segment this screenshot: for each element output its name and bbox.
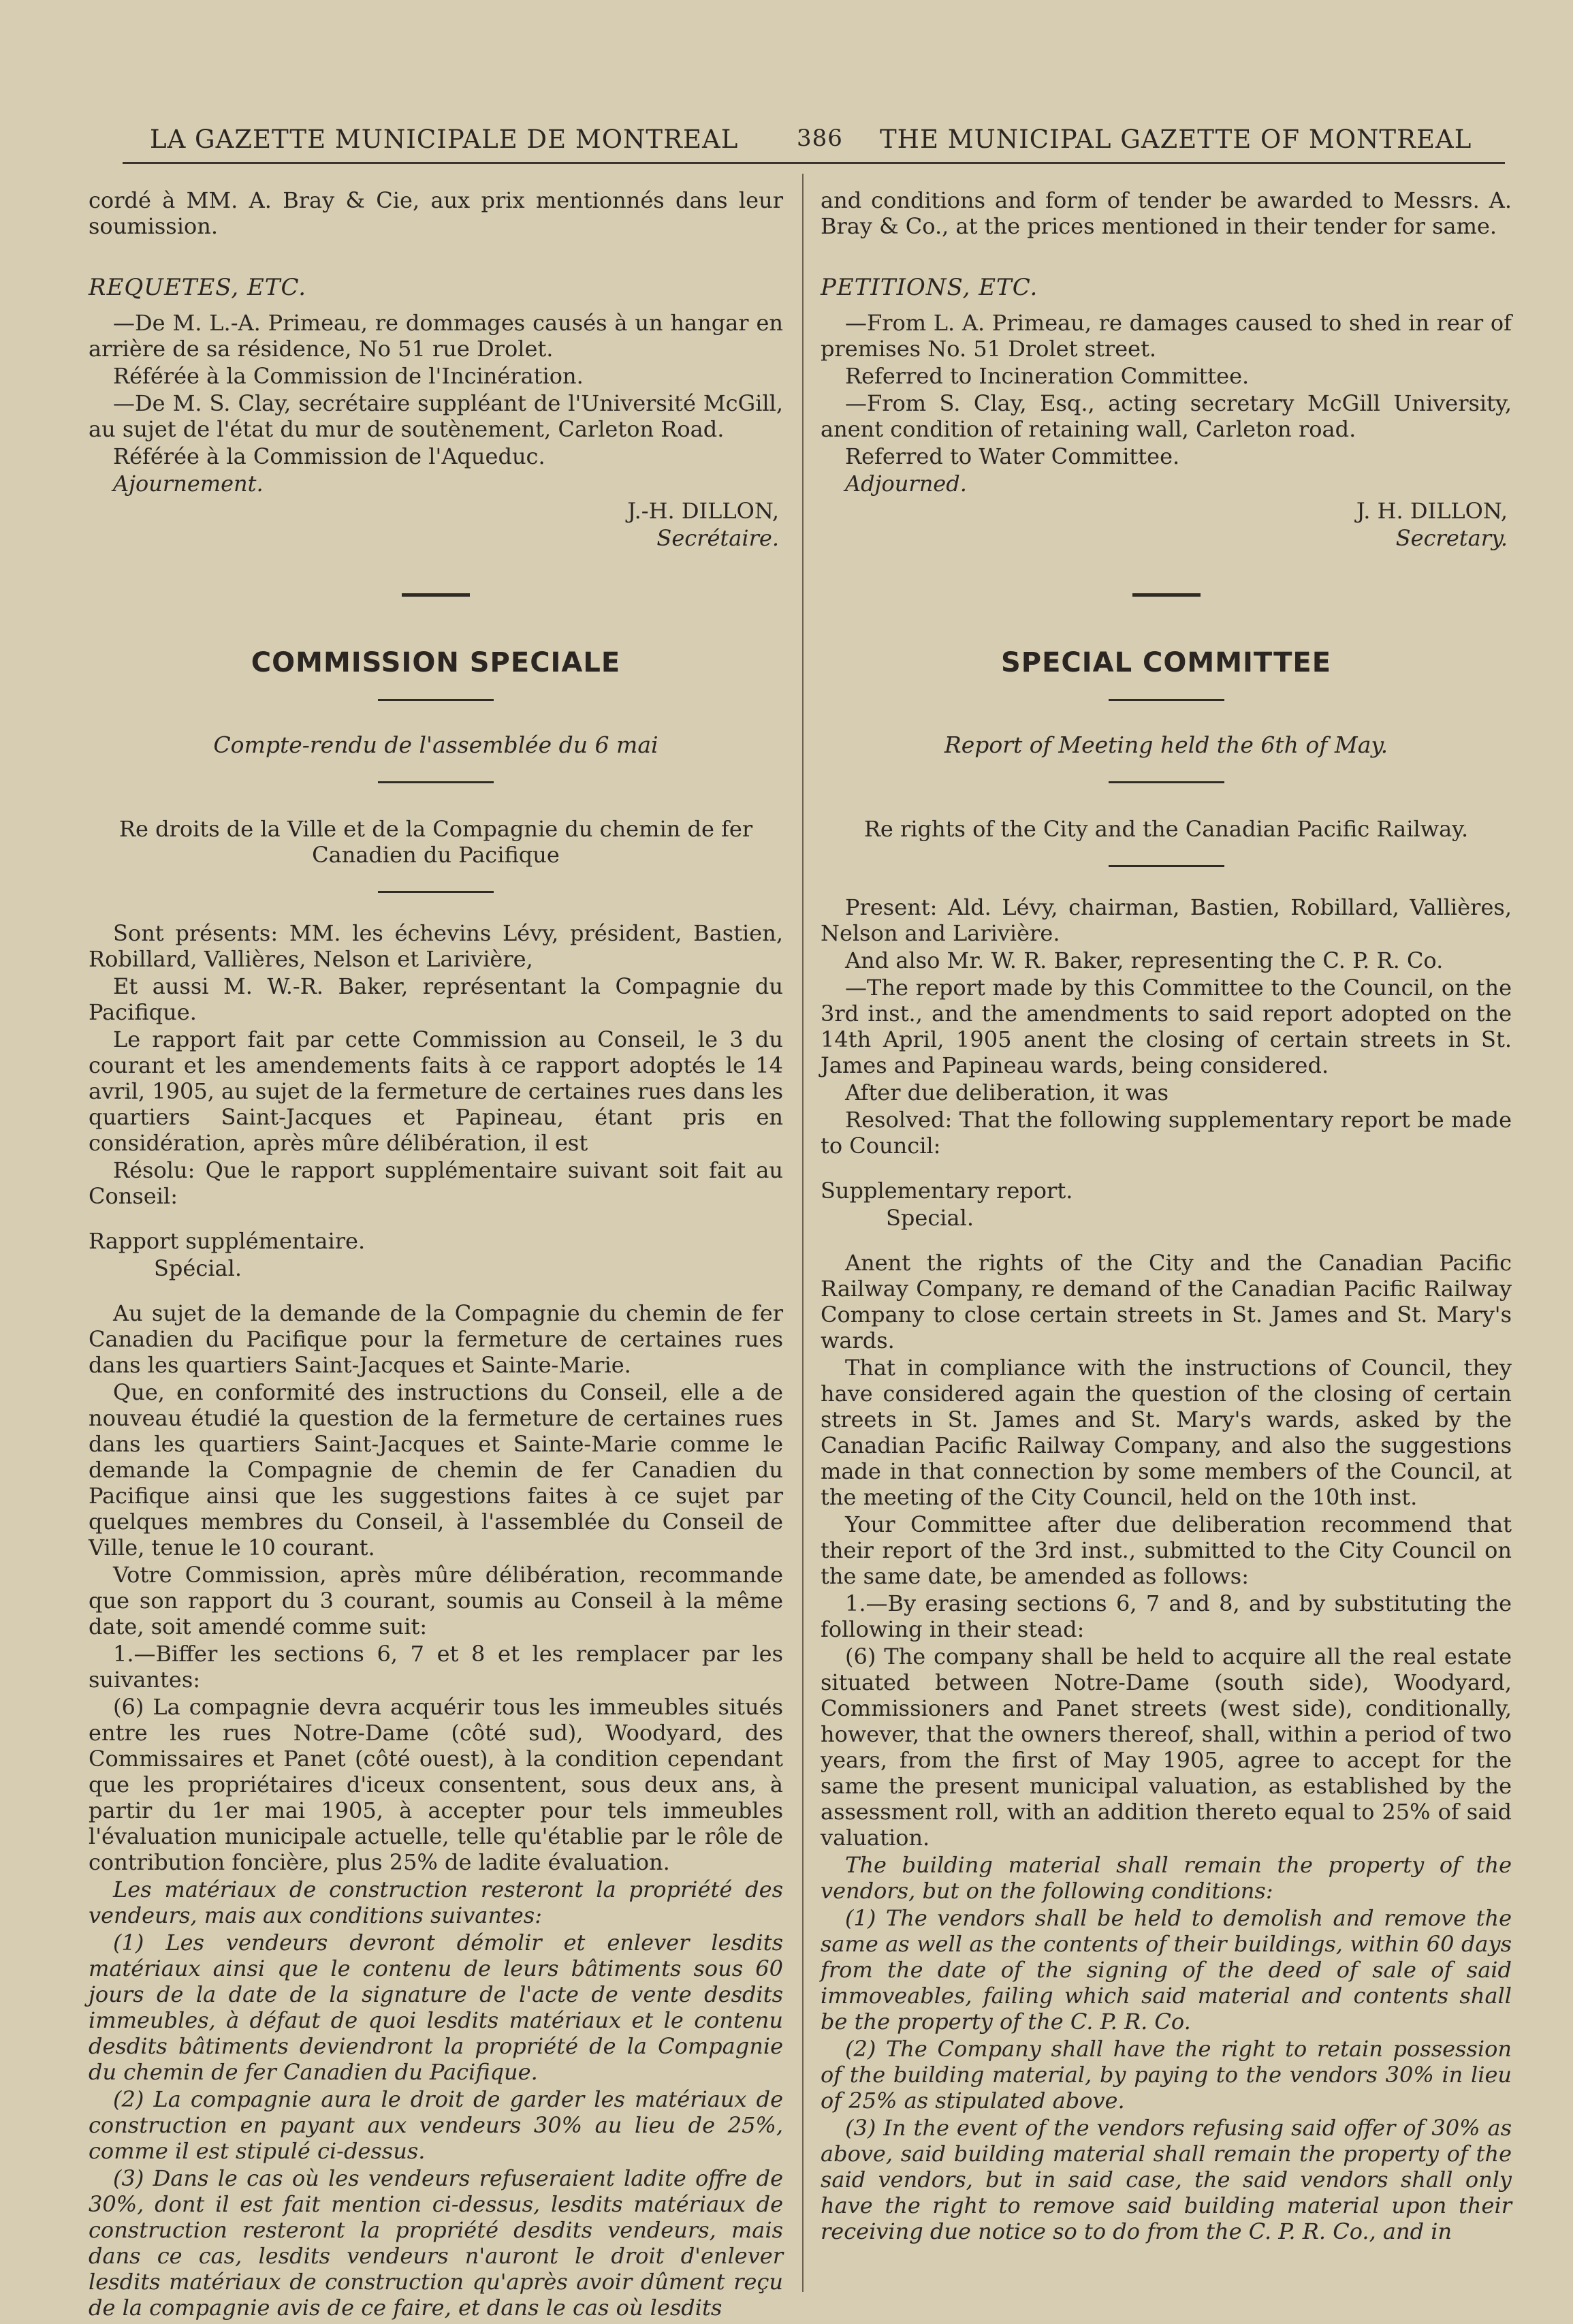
subject-line: Re droits de la Ville et de la Compagnie du chemin de fer Canadien du Pacifique [118, 816, 753, 868]
section-subtitle: Compte-rendu de l'assemblée du 6 mai [213, 732, 658, 758]
paragraph: —From S. Clay, Esq., acting secretary McGill University, anent condition of retaining wall, Carleton road. [821, 390, 1512, 442]
paragraph: Referred to Incineration Committee. [845, 363, 1250, 389]
section-heading-requetes: REQUETES, ETC. [89, 274, 307, 301]
section-title: COMMISSION SPECIALE [251, 647, 621, 678]
divider [1132, 593, 1201, 597]
paragraph: Référée à la Commission de l'Incinération. [113, 363, 584, 389]
paragraph: Que, en conformité des instructions du Conseil, elle a de nouveau étudié la question de la fermeture de certaines rues dans les quartiers Saint-Jacques et Sainte-Marie comme le demande la Compagnie de chemin de fer Canadien du Pacifique ainsi que les suggestions faites à ce sujet par quelques membres du Conseil, à l'assemblée du Conseil de Ville, tenue le 10 courant. [89, 1379, 783, 1560]
paragraph: Au sujet de la demande de la Compagnie du chemin de fer Canadien du Pacifique pour la fermeture de certaines rues dans les quartiers Saint-Jacques et Sainte-Marie. [89, 1300, 783, 1378]
paragraph: (2) The Company shall have the right to retain possession of the building material, by paying to the vendors 30% in lieu of 25% as stipulated above. [821, 2036, 1512, 2114]
signature-name: J. H. DILLON, [1356, 498, 1508, 524]
paragraph: and conditions and form of tender be awarded to Messrs. A. Bray & Co., at the prices mentioned in their tender for same. [821, 187, 1512, 239]
section-heading-petitions: PETITIONS, ETC. [821, 274, 1038, 301]
paragraph: Référée à la Commission de l'Aqueduc. [113, 443, 545, 469]
paragraph: cordé à MM. A. Bray & Cie, aux prix mentionnés dans leur soumission. [89, 187, 783, 239]
divider [1109, 699, 1224, 701]
signature-title: Secrétaire. [656, 525, 779, 551]
paragraph: Resolved: That the following supplementary report be made to Council: [821, 1107, 1512, 1159]
column-divider [802, 174, 804, 2292]
divider [378, 699, 494, 701]
paragraph: That in compliance with the instructions of Council, they have considered again the question of the closing of certain streets in St. James and St. Mary's wards, asked by the Canadian Pacific Railway Company, and also the suggestions made in that connection by some members of the Council, at the meeting of the City Council, held on the 10th inst. [821, 1355, 1512, 1510]
header-french-title: LA GAZETTE MUNICIPALE DE MONTREAL [150, 125, 739, 154]
paragraph: (1) Les vendeurs devront démolir et enlever lesdits matériaux ainsi que le contenu de leurs bâtiments sous 60 jours de la date de la signature de l'acte de vente desdits immeubles, à défaut de quoi lesdits matériaux et le contenu desdits bâtiments deviendront la propriété de la Compagnie du chemin de fer Canadien du Pacifique. [89, 1930, 783, 2085]
section-title: SPECIAL COMMITTEE [1000, 647, 1332, 678]
report-label: Rapport supplémentaire. [89, 1228, 366, 1254]
signature-title: Secretary. [1395, 525, 1508, 551]
paragraph: The building material shall remain the property of the vendors, but on the following conditions: [821, 1852, 1512, 1904]
divider [1109, 781, 1224, 783]
divider [402, 593, 470, 597]
paragraph: Your Committee after due deliberation recommend that their report of the 3rd inst., submitted to the City Council on the same date, be amended as follows: [821, 1511, 1512, 1589]
paragraph: Le rapport fait par cette Commission au Conseil, le 3 du courant et les amendements faits à ce rapport adoptés le 14 avril, 1905, au sujet de la fermeture de certaines rues dans les quartiers Saint-Jacques et Papineau, étant pris en considération, après mûre délibération, il est [89, 1026, 783, 1156]
paragraph: And also Mr. W. R. Baker, representing the C. P. R. Co. [845, 947, 1444, 973]
subject-line: Re rights of the City and the Canadian Pacific Railway. [863, 816, 1469, 842]
paragraph: —De M. S. Clay, secrétaire suppléant de l'Université McGill, au sujet de l'état du mur de soutènement, Carleton Road. [89, 390, 783, 442]
paragraph: Present: Ald. Lévy, chairman, Bastien, Robillard, Vallières, Nelson and Larivière. [821, 894, 1512, 946]
paragraph: Et aussi M. W.-R. Baker, représentant la Compagnie du Pacifique. [89, 973, 783, 1025]
french-column [89, 187, 783, 2322]
paragraph: (6) La compagnie devra acquérir tous les immeubles situés entre les rues Notre-Dame (côté sud), Woodyard, des Commissaires et Panet (côté ouest), à la condition cependant que les propriétaires d'iceux consentent, sous deux ans, à partir du 1er mai 1905, à accepter pour tels immeubles l'évaluation municipale actuelle, telle qu'établie par le rôle de contribution foncière, plus 25% de ladite évaluation. [89, 1694, 783, 1875]
paragraph: (3) In the event of the vendors refusing said offer of 30% as above, said building material shall remain the property of the said vendors, but in said case, the said vendors shall only have the right to remove said building material upon their receiving due notice so to do from the C. P. R. Co., and in [821, 2115, 1512, 2244]
paragraph: (6) The company shall be held to acquire all the real estate situated between Notre-Dame (south side), Woodyard, Commissioners and Panet streets (west side), conditionally, however, that the owners thereof, shall, within a period of two years, from the first of May 1905, agree to accept for the same the present municipal valuation, as established by the assessment roll, with an addition thereto equal to 25% of said valuation. [821, 1644, 1512, 1851]
paragraph: Referred to Water Committee. [845, 443, 1180, 469]
divider [378, 781, 494, 783]
report-label: Spécial. [154, 1255, 242, 1281]
paragraph: —The report made by this Committee to the Council, on the 3rd inst., and the amendments to said report adopted on the 14th April, 1905 anent the closing of certain streets in St. James and Papineau wards, being considered. [821, 975, 1512, 1078]
adjournment: Ajournement. [113, 471, 264, 497]
report-label: Special. [886, 1205, 974, 1231]
report-label: Supplementary report. [821, 1178, 1073, 1204]
paragraph: (1) The vendors shall be held to demolish and remove the same as well as the contents of their buildings, within 60 days from the date of the signing of the deed of sale of said immoveables, failing which said material and contents shall be the property of the C. P. R. Co. [821, 1905, 1512, 2035]
paragraph: 1.—Biffer les sections 6, 7 et 8 et les remplacer par les suivantes: [89, 1641, 783, 1693]
page-header [116, 125, 1478, 166]
paragraph: —De M. L.-A. Primeau, re dommages causés à un hangar en arrière de sa résidence, No 51 rue Drolet. [89, 310, 783, 362]
paragraph: 1.—By erasing sections 6, 7 and 8, and by substituting the following in their stead: [821, 1590, 1512, 1642]
paragraph: Sont présents: MM. les échevins Lévy, président, Bastien, Robillard, Vallières, Nelson et Larivière, [89, 920, 783, 972]
paragraph: Votre Commission, après mûre délibération, recommande que son rapport du 3 courant, soumis au Conseil à la même date, soit amendé comme suit: [89, 1562, 783, 1639]
signature-name: J.-H. DILLON, [627, 498, 779, 524]
paragraph: (2) La compagnie aura le droit de garder les matériaux de construction en payant aux vendeurs 30% au lieu de 25%, comme il est stipulé ci-dessus. [89, 2086, 783, 2164]
header-english-title: THE MUNICIPAL GAZETTE OF MONTREAL [880, 125, 1472, 154]
page-number: 386 [797, 125, 843, 152]
paragraph: —From L. A. Primeau, re damages caused to shed in rear of premises No. 51 Drolet street. [821, 310, 1512, 362]
paragraph: After due deliberation, it was [845, 1080, 1169, 1105]
paragraph: (3) Dans le cas où les vendeurs refuseraient ladite offre de 30%, dont il est fait mention ci-dessus, lesdits matériaux de construction resteront la propriété desdits vendeurs, mais dans ce cas, lesdits vendeurs n'auront le droit d'enlever lesdits matériaux de construction qu'après avoir dûment reçu de la compagnie avis de ce faire, et dans le cas où lesdits [89, 2165, 783, 2321]
section-subtitle: Report of Meeting held the 6th of May. [944, 732, 1388, 758]
paragraph: Anent the rights of the City and the Canadian Pacific Railway Company, re demand of the Canadian Pacific Railway Company to close certain streets in St. James and St. Mary's wards. [821, 1250, 1512, 1353]
paragraph: Les matériaux de construction resteront la propriété des vendeurs, mais aux conditions suivantes: [89, 1877, 783, 1928]
english-column [821, 187, 1512, 2246]
adjournment: Adjourned. [845, 471, 967, 497]
header-rule [123, 162, 1505, 164]
paragraph: Résolu: Que le rapport supplémentaire suivant soit fait au Conseil: [89, 1157, 783, 1209]
